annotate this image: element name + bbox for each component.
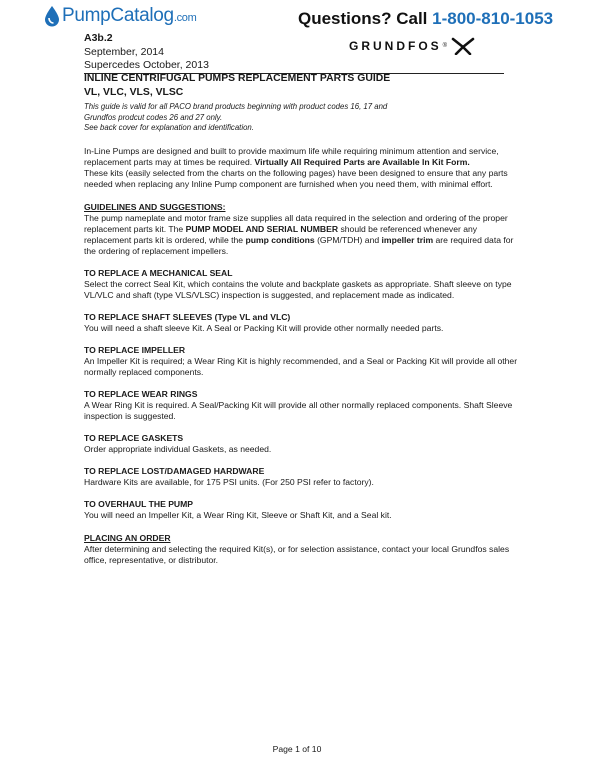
phone-prefix: Questions? Call [298,9,433,28]
intro-paragraph: In-Line Pumps are designed and built to provide maximum life while requiring minimum attention and service, replacement parts may at times be required. Virtually All Required Parts are Available In Kit Form. [84,145,499,167]
section-body: After determining and selecting the required Kit(s), or for selection assistance, contact your local Grundfos sales office, representative, or distributor. [84,543,510,565]
section-body: Hardware Kits are available, for 175 PSI units. (For 250 PSI refer to factory). [84,476,374,487]
doc-code: A3b.2 [84,32,113,44]
doc-title: INLINE CENTRIFUGAL PUMPS REPLACEMENT PARTS GUIDE [84,73,391,84]
grundfos-logo [349,37,475,55]
brand-name: GRUNDFOS [349,39,442,53]
section-heading: TO OVERHAUL THE PUMP [84,498,194,509]
section-heading: TO REPLACE LOST/DAMAGED HARDWARE [84,465,265,476]
water-drop-icon [44,5,60,27]
section-heading: TO REPLACE WEAR RINGS [84,388,198,399]
section-body: Order appropriate individual Gaskets, as needed. [84,443,272,454]
section-heading: TO REPLACE GASKETS [84,432,184,443]
section-body: Select the correct Seal Kit, which contains the volute and backplate gaskets as appropriate. Shaft sleeve on type VL/VLC and shaft (type VLS/VLSC) inspection is suggested, and replacement made as indicated. [84,278,512,300]
section-heading: PLACING AN ORDER [84,532,171,543]
brand-mark: ® [442,43,448,49]
section-body: You will need an Impeller Kit, a Wear Ring Kit, Sleeve or Shaft Kit, and a Seal kit. [84,509,392,520]
page-number: Page 1 of 10 [272,744,322,754]
doc-supersedes: Supercedes October, 2013 [84,59,504,74]
section-heading: TO REPLACE SHAFT SLEEVES (Type VL and VLC) [84,311,291,322]
section-heading: TO REPLACE IMPELLER [84,344,186,355]
grundfos-x-icon [451,37,475,55]
pumpcatalog-logo[interactable] [44,5,196,27]
phone-callout [298,9,553,29]
doc-subtitle: VL, VLC, VLS, VLSC [84,87,184,98]
phone-number[interactable]: 1-800-810-1053 [432,9,554,28]
section-heading: GUIDELINES AND SUGGESTIONS: [84,201,226,212]
intro-paragraph-2: These kits (easily selected from the charts on the following pages) have been designed to ensure that any parts needed when replacing any Inline Pump component are furnished when you need them, with minimal effort. [84,167,508,189]
section-body: You will need a shaft sleeve Kit. A Seal or Packing Kit will provide other normally needed parts. [84,322,444,333]
logo-text: PumpCatalog.com [62,5,197,26]
doc-date: September, 2014 [84,45,164,58]
section-body: The pump nameplate and motor frame size supplies all data required in the selection and ordering of the proper replacement parts kit. The PUMP MODEL AND SERIAL NUMBER should be referenced whenever any replacement parts kit is ordered, while the pump conditions (GPM/TDH) and impeller trim are required data for the ordering of replacement impellers. [84,212,514,256]
section-body: An Impeller Kit is required; a Wear Ring Kit is highly recommended, and a Seal or Packing Kit will provide all other normally replaced components. [84,355,518,377]
section-heading: TO REPLACE A MECHANICAL SEAL [84,267,233,278]
validity-note: This guide is valid for all PACO brand products beginning with product codes 16, 17 and Grundfos prodcut codes 26 and 27 only. See back cover for explanation and identification. [84,102,388,132]
section-body: A Wear Ring Kit is required. A Seal/Packing Kit will provide all other normally replaced components. Shaft Sleeve inspection is suggested. [84,399,513,421]
document-body [84,73,524,566]
